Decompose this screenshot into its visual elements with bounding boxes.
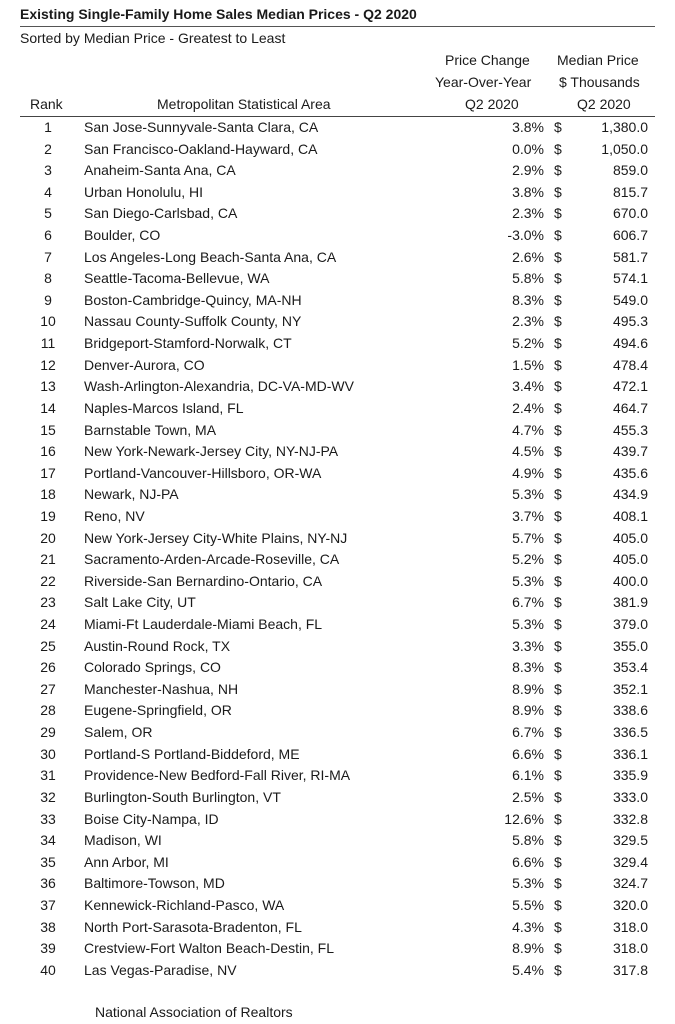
currency-symbol: $ — [554, 162, 562, 179]
msa-cell: Kennewick-Richland-Pasco, WA — [84, 896, 285, 913]
currency-symbol: $ — [554, 961, 562, 978]
price-change-cell: 6.7% — [512, 724, 544, 741]
currency-symbol: $ — [554, 940, 562, 957]
median-price-cell: 1,050.0 — [601, 140, 648, 157]
currency-symbol: $ — [554, 270, 562, 287]
price-change-cell: 6.6% — [512, 853, 544, 870]
msa-cell: Providence-New Bedford-Fall River, RI-MA — [84, 767, 351, 784]
table-row — [0, 117, 675, 139]
rank-cell: 3 — [44, 162, 52, 179]
table-row — [0, 895, 675, 917]
rank-cell: 8 — [44, 270, 52, 287]
currency-symbol: $ — [554, 399, 562, 416]
price-change-cell: 3.8% — [512, 183, 544, 200]
currency-symbol: $ — [554, 227, 562, 244]
rank-cell: 26 — [40, 659, 56, 676]
rank-cell: 21 — [40, 551, 56, 568]
msa-cell: Salt Lake City, UT — [84, 594, 196, 611]
price-change-cell: 6.7% — [512, 594, 544, 611]
rank-cell: 16 — [40, 443, 56, 460]
table-row — [0, 484, 675, 506]
median-price-cell: 434.9 — [612, 486, 648, 503]
median-price-cell: 405.0 — [612, 551, 648, 568]
median-price-cell: 405.0 — [612, 529, 648, 546]
msa-cell: Urban Honolulu, HI — [84, 183, 204, 200]
price-table — [0, 117, 675, 981]
price-change-cell: 2.3% — [512, 205, 544, 222]
table-row — [0, 809, 675, 831]
page-subtitle: Sorted by Median Price - Greatest to Least — [20, 30, 286, 46]
msa-cell: Bridgeport-Stamford-Norwalk, CT — [84, 335, 292, 352]
table-row — [0, 355, 675, 377]
table-row — [0, 938, 675, 960]
price-change-cell: 6.1% — [512, 767, 544, 784]
rank-cell: 9 — [44, 291, 52, 308]
msa-cell: Baltimore-Towson, MD — [84, 875, 225, 892]
median-price-cell: 332.8 — [612, 810, 648, 827]
table-row — [0, 700, 675, 722]
table-row — [0, 722, 675, 744]
price-change-cell: 4.9% — [512, 464, 544, 481]
currency-symbol: $ — [554, 486, 562, 503]
price-change-cell: 8.3% — [512, 291, 544, 308]
rank-cell: 39 — [40, 940, 56, 957]
rank-cell: 34 — [40, 832, 56, 849]
price-change-cell: 0.0% — [512, 140, 544, 157]
msa-cell: Naples-Marcos Island, FL — [84, 399, 244, 416]
table-row — [0, 311, 675, 333]
price-change-cell: 2.3% — [512, 313, 544, 330]
price-change-cell: 3.3% — [512, 637, 544, 654]
median-price-cell: 435.6 — [612, 464, 648, 481]
currency-symbol: $ — [554, 356, 562, 373]
msa-cell: Riverside-San Bernardino-Ontario, CA — [84, 572, 323, 589]
currency-symbol: $ — [554, 767, 562, 784]
currency-symbol: $ — [554, 637, 562, 654]
source-footer: National Association of Realtors — [95, 1004, 293, 1020]
median-price-cell: 355.0 — [612, 637, 648, 654]
table-row — [0, 203, 675, 225]
header-change-line3: Q2 2020 — [465, 96, 519, 112]
currency-symbol: $ — [554, 529, 562, 546]
median-price-cell: 494.6 — [612, 335, 648, 352]
table-row — [0, 592, 675, 614]
rank-cell: 20 — [40, 529, 56, 546]
currency-symbol: $ — [554, 594, 562, 611]
currency-symbol: $ — [554, 572, 562, 589]
rank-cell: 32 — [40, 788, 56, 805]
currency-symbol: $ — [554, 551, 562, 568]
rank-cell: 36 — [40, 875, 56, 892]
table-row — [0, 765, 675, 787]
median-price-cell: 1,380.0 — [601, 119, 648, 135]
median-price-cell: 408.1 — [612, 507, 648, 524]
currency-symbol: $ — [554, 248, 562, 265]
median-price-cell: 439.7 — [612, 443, 648, 460]
price-change-cell: 3.4% — [512, 378, 544, 395]
table-row — [0, 549, 675, 571]
rank-cell: 28 — [40, 702, 56, 719]
msa-cell: Ann Arbor, MI — [84, 853, 169, 870]
msa-cell: New York-Jersey City-White Plains, NY-NJ — [84, 529, 348, 546]
rank-cell: 31 — [40, 767, 56, 784]
msa-cell: Wash-Arlington-Alexandria, DC-VA-MD-WV — [84, 378, 354, 395]
price-change-cell: 5.3% — [512, 572, 544, 589]
price-change-cell: 4.3% — [512, 918, 544, 935]
price-change-cell: -3.0% — [507, 227, 544, 244]
table-row — [0, 744, 675, 766]
table-row — [0, 679, 675, 701]
msa-cell: Salem, OR — [84, 724, 153, 741]
currency-symbol: $ — [554, 183, 562, 200]
msa-cell: Portland-Vancouver-Hillsboro, OR-WA — [84, 464, 322, 481]
rank-cell: 13 — [40, 378, 56, 395]
header-change-line2: Year-Over-Year — [435, 74, 532, 90]
msa-cell: Boulder, CO — [84, 227, 161, 244]
price-change-cell: 5.2% — [512, 335, 544, 352]
header-median-line3: Q2 2020 — [577, 96, 631, 112]
median-price-cell: 338.6 — [612, 702, 648, 719]
msa-cell: Eugene-Springfield, OR — [84, 702, 232, 719]
msa-cell: Anaheim-Santa Ana, CA — [84, 162, 236, 179]
msa-cell: Newark, NJ-PA — [84, 486, 179, 503]
currency-symbol: $ — [554, 313, 562, 330]
rank-cell: 18 — [40, 486, 56, 503]
median-price-cell: 472.1 — [612, 378, 648, 395]
table-row — [0, 636, 675, 658]
msa-cell: Colorado Springs, CO — [84, 659, 221, 676]
median-price-cell: 381.9 — [612, 594, 648, 611]
median-price-cell: 606.7 — [612, 227, 648, 244]
header-msa: Metropolitan Statistical Area — [157, 96, 331, 112]
msa-cell: San Diego-Carlsbad, CA — [84, 205, 238, 222]
price-change-cell: 8.9% — [512, 702, 544, 719]
rank-cell: 14 — [40, 399, 56, 416]
currency-symbol: $ — [554, 832, 562, 849]
msa-cell: Barnstable Town, MA — [84, 421, 217, 438]
table-row — [0, 830, 675, 852]
table-row — [0, 268, 675, 290]
rank-cell: 40 — [40, 961, 56, 978]
price-change-cell: 8.9% — [512, 940, 544, 957]
msa-cell: Reno, NV — [84, 507, 145, 524]
price-change-cell: 8.9% — [512, 680, 544, 697]
price-change-cell: 8.3% — [512, 659, 544, 676]
price-change-cell: 2.4% — [512, 399, 544, 416]
table-row — [0, 247, 675, 269]
median-price-cell: 859.0 — [612, 162, 648, 179]
currency-symbol: $ — [554, 896, 562, 913]
rank-cell: 23 — [40, 594, 56, 611]
table-row — [0, 225, 675, 247]
median-price-cell: 333.0 — [612, 788, 648, 805]
currency-symbol: $ — [554, 140, 562, 157]
msa-cell: Los Angeles-Long Beach-Santa Ana, CA — [84, 248, 337, 265]
msa-cell: Miami-Ft Lauderdale-Miami Beach, FL — [84, 616, 323, 633]
median-price-cell: 352.1 — [612, 680, 648, 697]
rank-cell: 22 — [40, 572, 56, 589]
price-change-cell: 5.8% — [512, 832, 544, 849]
currency-symbol: $ — [554, 853, 562, 870]
header-change-line1: Price Change — [445, 52, 530, 68]
title-divider — [20, 26, 655, 27]
msa-cell: Boise City-Nampa, ID — [84, 810, 219, 827]
table-row — [0, 614, 675, 636]
median-price-cell: 317.8 — [612, 961, 648, 978]
msa-cell: San Francisco-Oakland-Hayward, CA — [84, 140, 318, 157]
median-price-cell: 336.1 — [612, 745, 648, 762]
table-row — [0, 398, 675, 420]
currency-symbol: $ — [554, 119, 562, 135]
price-change-cell: 4.5% — [512, 443, 544, 460]
table-row — [0, 160, 675, 182]
currency-symbol: $ — [554, 464, 562, 481]
rank-cell: 24 — [40, 616, 56, 633]
median-price-cell: 815.7 — [612, 183, 648, 200]
rank-cell: 37 — [40, 896, 56, 913]
price-change-cell: 5.3% — [512, 875, 544, 892]
msa-cell: San Jose-Sunnyvale-Santa Clara, CA — [84, 119, 319, 135]
median-price-cell: 329.5 — [612, 832, 648, 849]
currency-symbol: $ — [554, 443, 562, 460]
table-row — [0, 420, 675, 442]
rank-cell: 12 — [40, 356, 56, 373]
table-row — [0, 960, 675, 982]
table-row — [0, 139, 675, 161]
table-row — [0, 333, 675, 355]
rank-cell: 38 — [40, 918, 56, 935]
median-price-cell: 400.0 — [612, 572, 648, 589]
currency-symbol: $ — [554, 616, 562, 633]
median-price-cell: 324.7 — [612, 875, 648, 892]
price-change-cell: 5.7% — [512, 529, 544, 546]
msa-cell: Las Vegas-Paradise, NV — [84, 961, 237, 978]
table-row — [0, 441, 675, 463]
median-price-cell: 335.9 — [612, 767, 648, 784]
currency-symbol: $ — [554, 659, 562, 676]
median-price-cell: 581.7 — [612, 248, 648, 265]
rank-cell: 33 — [40, 810, 56, 827]
msa-cell: Nassau County-Suffolk County, NY — [84, 313, 302, 330]
msa-cell: Seattle-Tacoma-Bellevue, WA — [84, 270, 270, 287]
table-row — [0, 182, 675, 204]
median-price-cell: 464.7 — [612, 399, 648, 416]
currency-symbol: $ — [554, 291, 562, 308]
currency-symbol: $ — [554, 702, 562, 719]
table-row — [0, 506, 675, 528]
rank-cell: 25 — [40, 637, 56, 654]
currency-symbol: $ — [554, 788, 562, 805]
price-change-cell: 3.7% — [512, 507, 544, 524]
table-row — [0, 528, 675, 550]
table-row — [0, 657, 675, 679]
table-row — [0, 917, 675, 939]
median-price-cell: 549.0 — [612, 291, 648, 308]
median-price-cell: 353.4 — [612, 659, 648, 676]
currency-symbol: $ — [554, 875, 562, 892]
msa-cell: Crestview-Fort Walton Beach-Destin, FL — [84, 940, 334, 957]
rank-cell: 7 — [44, 248, 52, 265]
table-row — [0, 873, 675, 895]
price-change-cell: 4.7% — [512, 421, 544, 438]
page-title: Existing Single-Family Home Sales Median Prices - Q2 2020 — [20, 6, 417, 22]
msa-cell: Boston-Cambridge-Quincy, MA-NH — [84, 291, 302, 308]
currency-symbol: $ — [554, 421, 562, 438]
rank-cell: 4 — [44, 183, 52, 200]
median-price-cell: 495.3 — [612, 313, 648, 330]
price-change-cell: 2.9% — [512, 162, 544, 179]
price-change-cell: 5.3% — [512, 486, 544, 503]
msa-cell: New York-Newark-Jersey City, NY-NJ-PA — [84, 443, 339, 460]
price-change-cell: 2.6% — [512, 248, 544, 265]
currency-symbol: $ — [554, 680, 562, 697]
rank-cell: 5 — [44, 205, 52, 222]
currency-symbol: $ — [554, 205, 562, 222]
currency-symbol: $ — [554, 724, 562, 741]
currency-symbol: $ — [554, 918, 562, 935]
table-row — [0, 571, 675, 593]
price-change-cell: 12.6% — [504, 810, 544, 827]
currency-symbol: $ — [554, 335, 562, 352]
rank-cell: 35 — [40, 853, 56, 870]
msa-cell: Manchester-Nashua, NH — [84, 680, 239, 697]
rank-cell: 15 — [40, 421, 56, 438]
price-change-cell: 5.5% — [512, 896, 544, 913]
median-price-cell: 329.4 — [612, 853, 648, 870]
rank-cell: 11 — [40, 335, 56, 352]
currency-symbol: $ — [554, 810, 562, 827]
price-change-cell: 2.5% — [512, 788, 544, 805]
price-change-cell: 5.3% — [512, 616, 544, 633]
price-change-cell: 6.6% — [512, 745, 544, 762]
currency-symbol: $ — [554, 507, 562, 524]
rank-cell: 1 — [44, 119, 52, 135]
median-price-cell: 574.1 — [612, 270, 648, 287]
price-change-cell: 1.5% — [512, 356, 544, 373]
table-row — [0, 376, 675, 398]
rank-cell: 6 — [44, 227, 52, 244]
msa-cell: Austin-Round Rock, TX — [84, 637, 231, 654]
median-price-cell: 478.4 — [612, 356, 648, 373]
rank-cell: 27 — [40, 680, 56, 697]
msa-cell: North Port-Sarasota-Bradenton, FL — [84, 918, 302, 935]
msa-cell: Portland-S Portland-Biddeford, ME — [84, 745, 300, 762]
table-row — [0, 787, 675, 809]
price-change-cell: 5.4% — [512, 961, 544, 978]
header-median-line2: $ Thousands — [559, 74, 640, 90]
median-price-cell: 455.3 — [612, 421, 648, 438]
median-price-cell: 670.0 — [612, 205, 648, 222]
rank-cell: 29 — [40, 724, 56, 741]
msa-cell: Burlington-South Burlington, VT — [84, 788, 281, 805]
price-change-cell: 5.2% — [512, 551, 544, 568]
median-price-cell: 336.5 — [612, 724, 648, 741]
table-row — [0, 852, 675, 874]
rank-cell: 2 — [44, 140, 52, 157]
msa-cell: Madison, WI — [84, 832, 162, 849]
rank-cell: 19 — [40, 507, 56, 524]
median-price-cell: 318.0 — [612, 940, 648, 957]
price-change-cell: 5.8% — [512, 270, 544, 287]
median-price-cell: 320.0 — [612, 896, 648, 913]
price-change-cell: 3.8% — [512, 119, 544, 135]
rank-cell: 30 — [40, 745, 56, 762]
median-price-cell: 379.0 — [612, 616, 648, 633]
msa-cell: Denver-Aurora, CO — [84, 356, 205, 373]
median-price-cell: 318.0 — [612, 918, 648, 935]
currency-symbol: $ — [554, 378, 562, 395]
msa-cell: Sacramento-Arden-Arcade-Roseville, CA — [84, 551, 340, 568]
header-median-line1: Median Price — [557, 52, 639, 68]
table-row — [0, 463, 675, 485]
currency-symbol: $ — [554, 745, 562, 762]
rank-cell: 17 — [40, 464, 56, 481]
header-rank: Rank — [30, 96, 63, 112]
rank-cell: 10 — [40, 313, 56, 330]
table-row — [0, 290, 675, 312]
